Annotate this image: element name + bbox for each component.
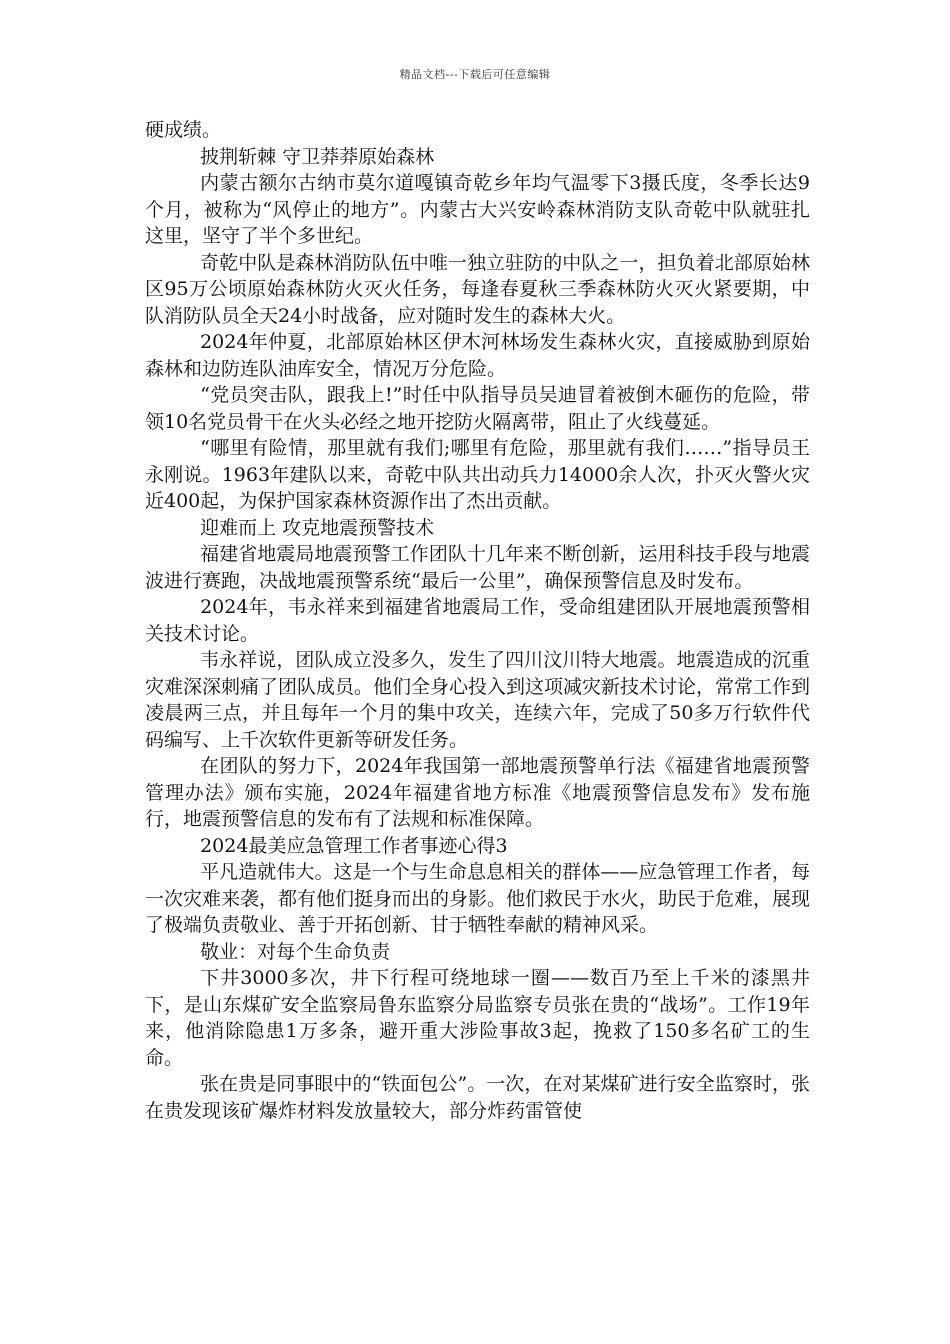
paragraph: 韦永祥说，团队成立没多久，发生了四川汶川特大地震。地震造成的沉重灾难深深刺痛了团队成员。他们全身心投入到这项减灾新技术讨论，常常工作到凌晨两三点，并且每年一个月的集中攻关，连续六年，完成了50多万行软件代码编写、上千次软件更新等研发任务。 [145,649,811,751]
document-body [145,117,810,1124]
paragraph: “哪里有险情，那里就有我们;哪里有危险，那里就有我们……”指导员王永刚说。1963年建队以来，奇乾中队共出动兵力14000余人次，扑灭火警火灾近400起，为保护国家森林资源作出了杰出贡献。 [145,437,810,512]
paragraph: 平凡造就伟大。这是一个与生命息息相关的群体——应急管理工作者，每一次灾难来袭，都有他们挺身而出的身影。他们救民于水火，助民于危难，展现了极端负责敬业、善于开拓创新、甘于牺牲奉献的精神风采。 [145,861,811,936]
paragraph: 奇乾中队是森林消防队伍中唯一独立驻防的中队之一，担负着北部原始林区95万公顷原始森林防火灭火任务，每逢春夏秋三季森林防火灭火紧要期，中队消防队员全天24小时战备，应对随时发生的森林大火。 [145,251,810,327]
paragraph: 2024年仲夏，北部原始林区伊木河林场发生森林火灾，直接威胁到原始森林和边防连队油库安全，情况万分危险。 [145,331,810,380]
paragraph: 迎难而上 攻克地震预警技术 [200,516,435,539]
paragraph: “党员突击队，跟我上!”时任中队指导员吴迪冒着被倒木砸伤的危险，带领10名党员骨干在火头必经之地开挖防火隔离带，阻止了火线蔓延。 [145,384,810,433]
paragraph: 在团队的努力下，2024年我国第一部地震预警单行法《福建省地震预警管理办法》颁布实施，2024年福建省地方标准《地震预警信息发布》发布施行，地震预警信息的发布有了法规和标准保障。 [145,755,810,830]
paragraph: 下井3000多次，井下行程可绕地球一圈——数百乃至上千米的漆黑井下，是山东煤矿安全监察局鲁东监察分局监察专员张在贵的“战场”。工作19年来，他消除隐患1万多条，避开重大涉险事故3起，挽救了150多名矿工的生命。 [145,967,810,1069]
paragraph: 2024年，韦永祥来到福建省地震局工作，受命组建团队开展地震预警相关技术讨论。 [145,596,810,645]
paragraph: 2024最美应急管理工作者事迹心得3 [200,834,508,857]
paragraph: 张在贵是同事眼中的“铁面包公”。一次，在对某煤矿进行安全监察时，张在贵发现该矿爆炸材料发放量较大，部分炸药雷管使 [145,1073,810,1122]
page-header: 精品文档---下载后可任意编辑 [399,68,551,81]
paragraph: 内蒙古额尔古纳市莫尔道嘎镇奇乾乡年均气温零下3摄氏度，冬季长达9个月，被称为“风停止的地方”。内蒙古大兴安岭森林消防支队奇乾中队就驻扎这里，坚守了半个多世纪。 [145,172,810,247]
paragraph: 敬业：对每个生命负责 [200,940,391,963]
paragraph: 福建省地震局地震预警工作团队十几年来不断创新，运用科技手段与地震波进行赛跑，决战地震预警系统“最后一公里”，确保预警信息及时发布。 [145,543,810,592]
paragraph: 硬成绩。 [145,119,222,141]
paragraph: 披荆斩棘 守卫莽莽原始森林 [200,145,435,168]
